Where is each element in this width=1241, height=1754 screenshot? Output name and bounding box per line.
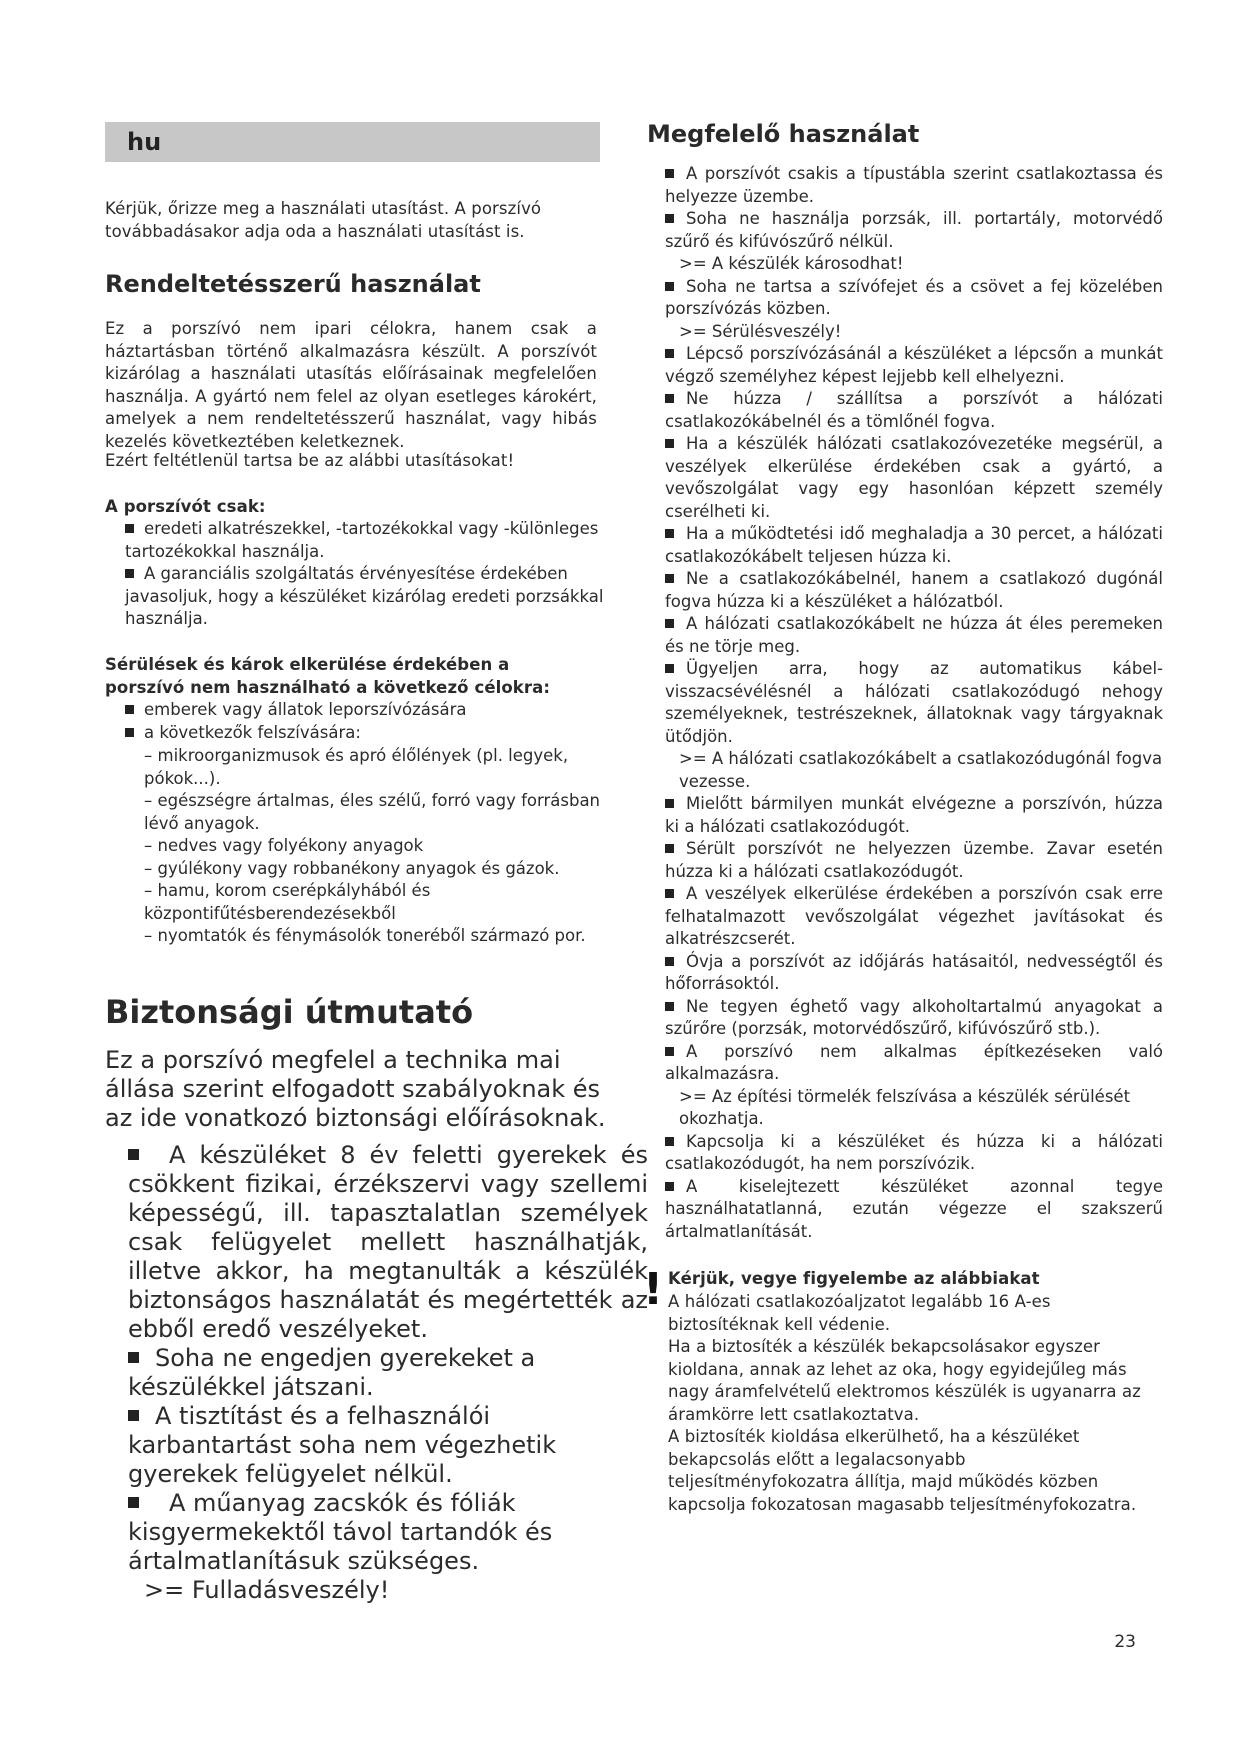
- proper-use-item: Ügyeljen arra, hogy az automatikus kábel-visszacsévélésnél a hálózati csatlakozódugó nehogy személyeknek, testrészeknek, állatoknak vagy tárgyaknak ütődjön.: [665, 659, 1163, 746]
- bullet-icon: [665, 169, 674, 178]
- bullet-icon: [665, 394, 674, 403]
- proper-use-list: [665, 163, 1163, 1243]
- language-code: hu: [127, 128, 162, 156]
- warning-line: >= Az építési törmelék felszívása a készülék sérülését okozhatja.: [679, 1086, 1131, 1128]
- note-paragraph: Ha a biztosíték a készülék bekapcsolásakor egyszer kioldana, annak az lehet az oka, hogy egyidejűleg más nagy áramfelvételű elektromos készülék is ugyanarra az áramkörre lett csatlakoztatva.: [668, 1337, 1141, 1424]
- proper-use-item: Kapcsolja ki a készüléket és húzza ki a hálózati csatlakozódugót, ha nem porszívózik.: [665, 1131, 1163, 1173]
- bullet-icon: [125, 705, 134, 714]
- proper-use-item: A porszívót csakis a típustábla szerint csatlakoztassa és helyezze üzembe.: [665, 164, 1163, 206]
- dash-item: – mikroorganizmusok és apró élőlények (pl. legyek, pókok...).: [144, 746, 569, 788]
- note-paragraph: A hálózati csatlakozóaljzatot legalább 16 A-es biztosítéknak kell védenie.: [668, 1292, 1051, 1334]
- bullet-icon: [128, 1149, 139, 1160]
- bullet-icon: [665, 529, 674, 538]
- proper-use-item: Ha a működtetési idő meghaladja a 30 percet, a hálózati csatlakozókábelt teljesen húzza ki.: [665, 524, 1163, 566]
- list-item: eredeti alkatrészekkel, -tartozékokkal vagy -különleges tartozékokkal használja.: [125, 519, 599, 561]
- intended-use-text2: Ezért feltétlenül tartsa be az alábbi utasításokat!: [105, 451, 515, 470]
- dash-item: – egészségre ártalmas, éles szélű, forró vagy forrásban lévő anyagok.: [144, 791, 601, 833]
- proper-use-item: A porszívó nem alkalmas építkezéseken való alkalmazásra.: [665, 1041, 1163, 1083]
- bullet-icon: [125, 569, 134, 578]
- dash-item: – nedves vagy folyékony anyagok: [144, 836, 424, 855]
- intended-use-heading: Rendeltetésszerű használat: [105, 270, 481, 298]
- exclamation-icon: !: [643, 1264, 664, 1315]
- proper-use-item: Ha a készülék hálózati csatlakozóvezetéke megsérül, a veszélyek elkerülése érdekében csak a gyártó, a vevőszolgálat vagy egy hasonlóan képzett személy cserélheti ki.: [665, 434, 1163, 521]
- list-item: A garanciális szolgáltatás érvényesítése érdekében javasoljuk, hogy a készüléket kizárólag eredeti porzsákkal használja.: [125, 564, 604, 628]
- proper-use-item: Soha ne tartsa a szívófejet és a csövet a fej közelében porszívózás közben.: [665, 276, 1163, 318]
- warning-line: >= A készülék károsodhat!: [679, 254, 904, 273]
- bullet-icon: [665, 439, 674, 448]
- proper-use-item: Ne húzza / szállítsa a porszívót a hálózati csatlakozókábelnél és a tömlőnél fogva.: [665, 389, 1163, 431]
- page-number: 23: [1114, 1632, 1136, 1652]
- warning-line: >= Sérülésveszély!: [679, 321, 842, 341]
- safety-item: A műanyag zacskók és fóliák kisgyermekektől távol tartandók és ártalmatlanításuk szükséges.: [128, 1489, 553, 1575]
- safety-intro: Ez a porszívó megfelel a technika mai állása szerint elfogadott szabályoknak és az ide vonatkozó biztonsági előírásoknak.: [105, 1046, 606, 1132]
- proper-use-item: A veszélyek elkerülése érdekében a porszívón csak erre felhatalmazott vevőszolgálat végezhet javításokat és alkatrészcserét.: [665, 884, 1163, 948]
- bullet-icon: [665, 664, 674, 673]
- not-allowed-heading: Sérülések és károk elkerülése érdekében a porszívó nem használható a következő célokra:: [105, 655, 551, 697]
- bullet-icon: [665, 1047, 674, 1056]
- bullet-icon: [665, 1182, 674, 1191]
- bullet-icon: [665, 889, 674, 898]
- safety-item: A készüléket 8 év feletti gyerekek és csökkent fizikai, érzékszervi vagy szellemi képességű, ill. tapasztalatlan személyek csak felügyelet mellett használhatják, illetve akkor, ha megtanulták a készülék biztonságos használatát és megértették az ebből eredő veszélyeket.: [128, 1141, 648, 1343]
- proper-use-item: A kiselejtezett készüléket azonnal tegye használhatatlanná, ezután végezze el szakszerű ártalmatlanítását.: [665, 1176, 1163, 1241]
- bullet-icon: [665, 1002, 674, 1011]
- intro-text: Kérjük, őrizze meg a használati utasítást. A porszívó továbbadásakor adja oda a használati utasítást is.: [105, 199, 542, 241]
- intended-use-text: Ez a porszívó nem ipari célokra, hanem csak a háztartásban történő alkalmazásra készült. A porszívót kizárólag a használati utasítás előírásainak megfelelően használja. A gyártó nem felel az olyan esetleges károkért, amelyek a nem rendeltetésszerű használat, vagy hibás kezelés következtében keletkeznek.: [105, 319, 597, 451]
- proper-use-item: Soha ne használja porzsák, ill. portartály, motorvédő szűrő és kifúvószűrő nélkül.: [665, 209, 1163, 251]
- proper-use-item: Sérült porszívót ne helyezzen üzembe. Zavar esetén húzza ki a hálózati csatlakozódugót.: [665, 839, 1163, 881]
- note-heading: Kérjük, vegye figyelembe az alábbiakat: [668, 1269, 1040, 1288]
- bullet-icon: [128, 1352, 139, 1363]
- proper-use-item: A hálózati csatlakozókábelt ne húzza át éles peremeken és ne törje meg.: [665, 614, 1163, 656]
- only-with-heading: A porszívót csak:: [105, 497, 266, 516]
- proper-use-item: Lépcső porszívózásánál a készüléket a lépcsőn a munkát végző személyhez képest lejjebb kell elhelyezni.: [665, 344, 1163, 386]
- safety-heading: Biztonsági útmutató: [105, 993, 474, 1031]
- proper-use-heading: Megfelelő használat: [647, 120, 920, 148]
- note-paragraph: A biztosíték kioldása elkerülhető, ha a készüléket bekapcsolás előtt a legalacsonyabb teljesítményfokozatra állítja, majd működés közben kapcsolja fokozatosan magasabb teljesítményfokozatra.: [668, 1427, 1137, 1514]
- bullet-icon: [665, 619, 674, 628]
- warning-line: >= A hálózati csatlakozókábelt a csatlakozódugónál fogva vezesse.: [679, 749, 1163, 791]
- proper-use-item: Óvja a porszívót az időjárás hatásaitól, nedvességtől és hőforrásoktól.: [665, 951, 1163, 993]
- dash-item: – nyomtatók és fénymásolók toneréből származó por.: [144, 926, 586, 945]
- bullet-icon: [665, 282, 674, 291]
- bullet-icon: [665, 214, 674, 223]
- safety-item: Soha ne engedjen gyerekeket a készülékkel játszani.: [128, 1344, 536, 1401]
- suffocation-warning: >= Fulladásveszély!: [144, 1576, 390, 1604]
- bullet-icon: [125, 524, 134, 533]
- dash-item: – hamu, korom cserépkályhából és központifűtésberendezésekből: [144, 881, 431, 923]
- bullet-icon: [128, 1497, 139, 1508]
- bullet-icon: [665, 844, 674, 853]
- bullet-icon: [665, 349, 674, 358]
- proper-use-item: Ne a csatlakozókábelnél, hanem a csatlakozó dugónál fogva húzza ki a készüléket a hálózatból.: [665, 569, 1163, 611]
- language-bar: [105, 122, 600, 162]
- proper-use-item: Ne tegyen éghető vagy alkoholtartalmú anyagokat a szűrőre (porzsák, motorvédőszűrő, kifúvószűrő stb.).: [665, 996, 1163, 1038]
- safety-item: A tisztítást és a felhasználói karbantartást soha nem végezhetik gyerekek felügyelet nélkül.: [128, 1402, 557, 1488]
- bullet-icon: [125, 728, 134, 737]
- bullet-icon: [665, 574, 674, 583]
- bullet-icon: [665, 957, 674, 966]
- proper-use-item: Mielőtt bármilyen munkát elvégezne a porszívón, húzza ki a hálózati csatlakozódugót.: [665, 794, 1163, 836]
- dash-item: – gyúlékony vagy robbanékony anyagok és gázok.: [144, 859, 560, 878]
- list-item: emberek vagy állatok leporszívózására: [125, 699, 605, 722]
- bullet-icon: [665, 1137, 674, 1146]
- bullet-icon: [665, 799, 674, 808]
- list-item: a következők felszívására:: [125, 722, 605, 745]
- bullet-icon: [128, 1410, 139, 1421]
